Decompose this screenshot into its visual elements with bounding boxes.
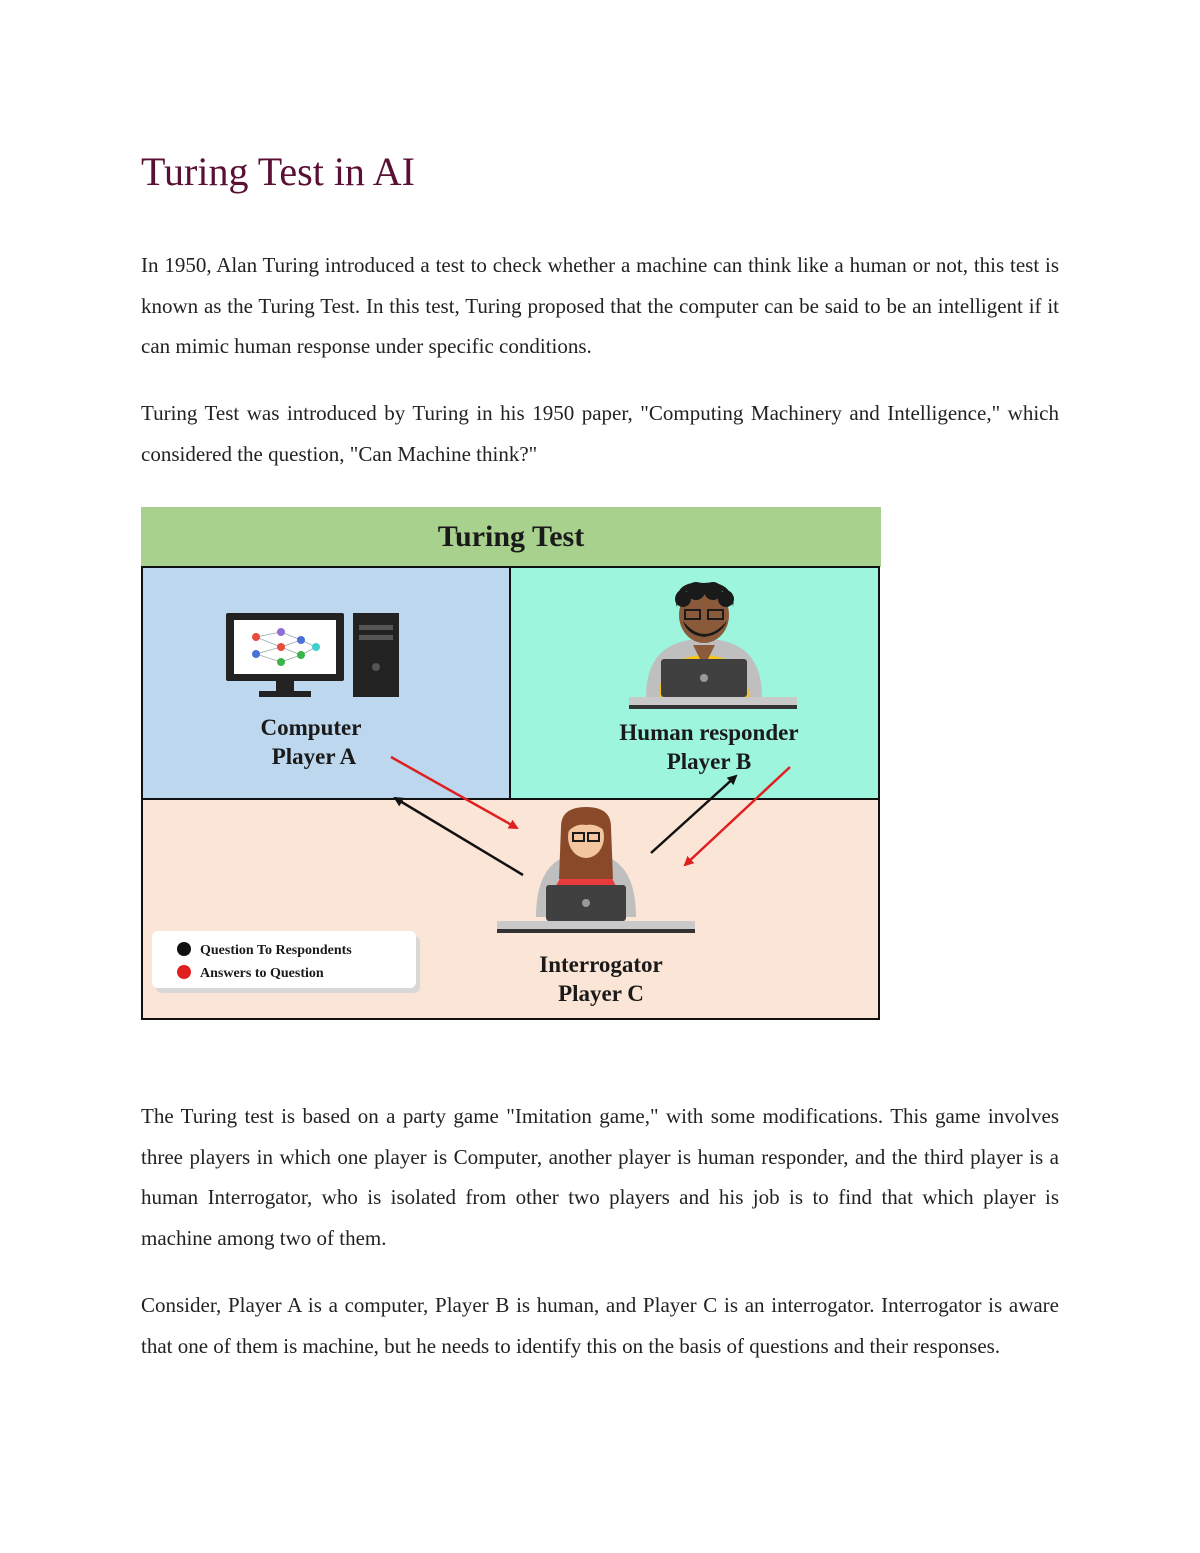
diagram-header-title: Turing Test — [437, 520, 585, 553]
paragraph-paper: Turing Test was introduced by Turing in his 1950 paper, "Computing Machinery and Intelligence," which considered the question, "Can Machine think?" — [141, 401, 1059, 466]
legend-answer-label: Answers to Question — [200, 966, 324, 981]
paragraph-players: Consider, Player A is a computer, Player B is human, and Player C is an interrogator. Interrogator is aware that one of them is machine, but he needs to identify this on the basis of questions and their responses. — [141, 1293, 1059, 1358]
turing-test-diagram — [141, 507, 881, 1021]
diagram-legend — [152, 931, 420, 993]
player-c-label: Player C — [558, 981, 644, 1006]
player-b-role: Human responder — [619, 720, 799, 745]
player-c-role: Interrogator — [539, 952, 663, 977]
player-a-role: Computer — [260, 715, 362, 740]
legend-answer-marker — [177, 965, 191, 979]
paragraph-imitation-game: The Turing test is based on a party game "Imitation game," with some modifications. This game involves three players in which one player is Computer, another player is human responder, and the third player is a human Interrogator, who is isolated from other two players and his job is to find that which player is machine among two of them. — [141, 1104, 1059, 1250]
paragraph-intro: In 1950, Alan Turing introduced a test to check whether a machine can think like a human or not, this test is known as the Turing Test. In this test, Turing proposed that the computer can be said to be an intelligent if it can mimic human response under specific conditions. — [141, 253, 1059, 358]
page-title: Turing Test in AI — [141, 149, 415, 194]
legend-question-label: Question To Respondents — [200, 943, 352, 958]
legend-question-marker — [177, 942, 191, 956]
player-a-label: Player A — [271, 744, 357, 769]
player-b-label: Player B — [666, 749, 752, 774]
